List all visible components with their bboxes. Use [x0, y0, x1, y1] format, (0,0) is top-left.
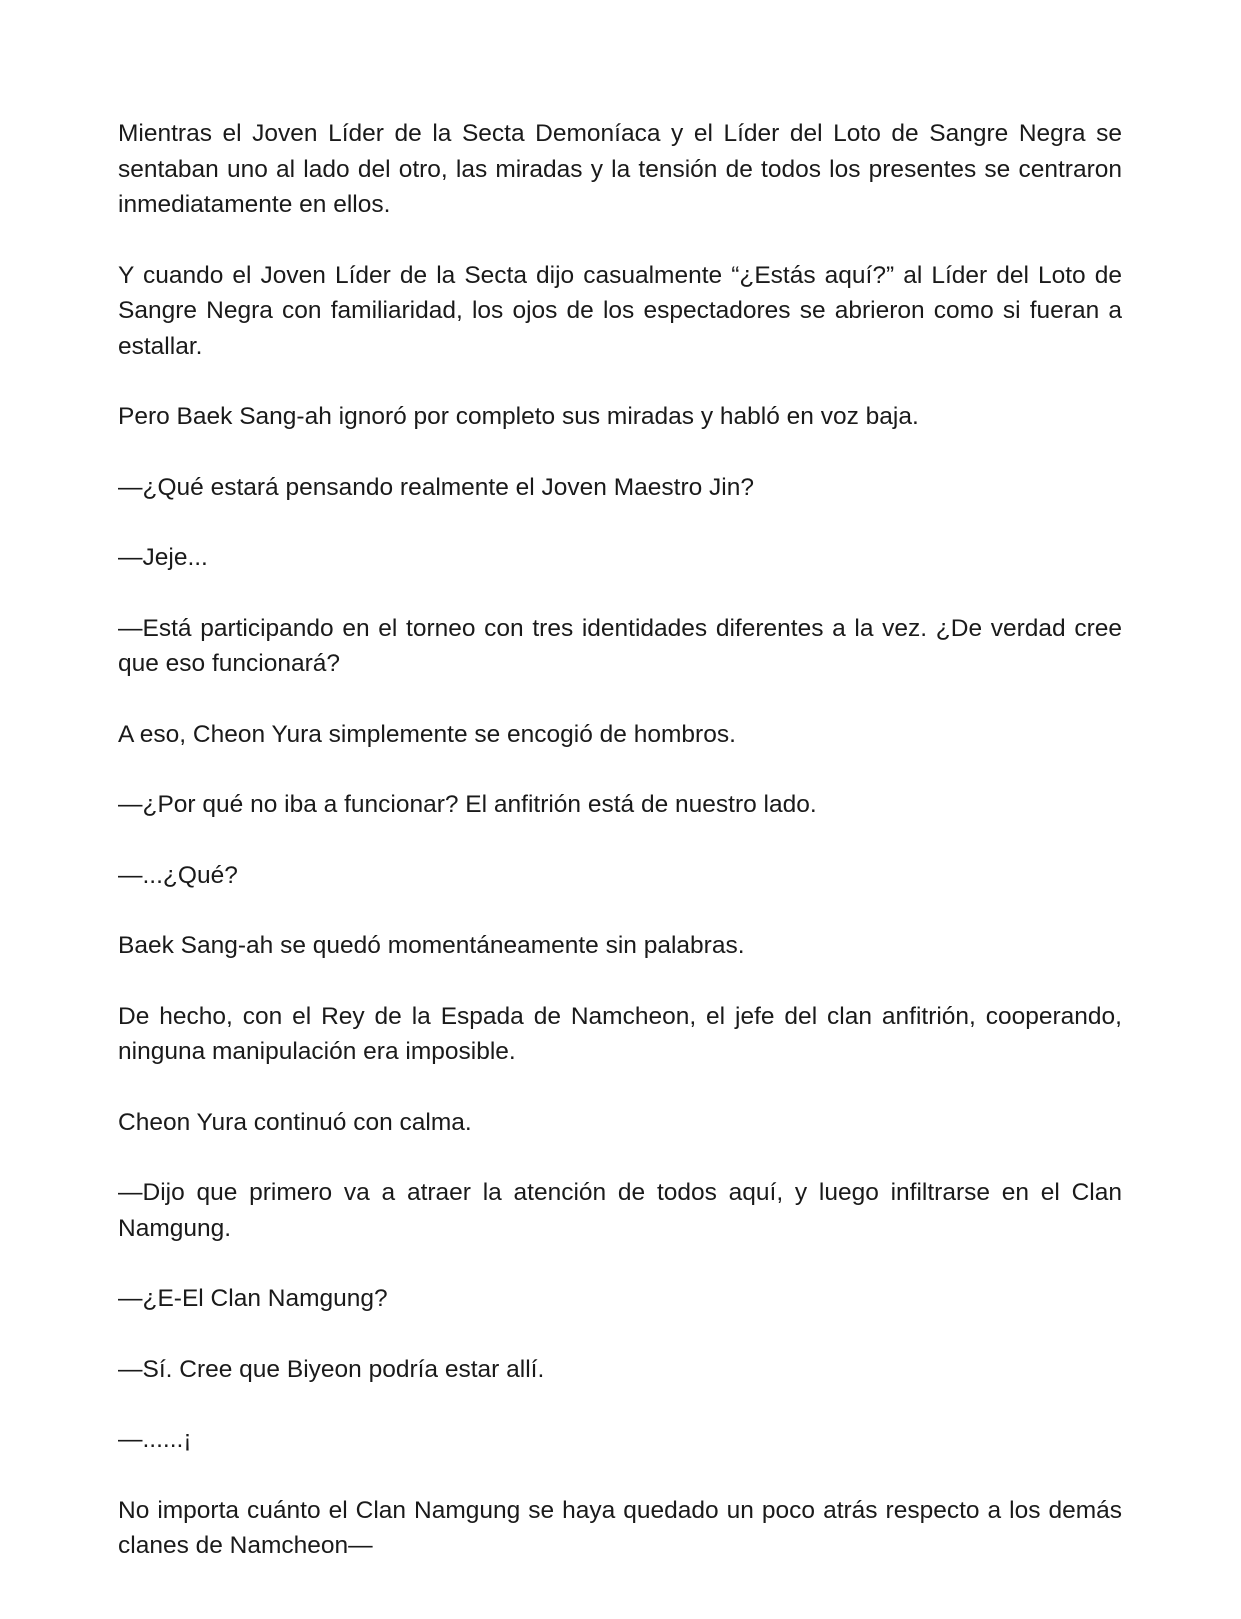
paragraph-6: De hecho, con el Rey de la Espada de Namcheon, el jefe del clan anfitrión, cooperando, ninguna manipulación era imposible.	[118, 1002, 1122, 1065]
paragraph-5: Baek Sang-ah se quedó momentáneamente sin palabras.	[118, 932, 745, 959]
dialogue-line-6: —Dijo que primero va a atraer la atención de todos aquí, y luego infiltrarse en el Clan Namgung.	[118, 1179, 1122, 1242]
dialogue-line-3: —Está participando en el torneo con tres identidades diferentes a la vez. ¿De verdad cree que eso funcionará?	[118, 614, 1122, 677]
paragraph-2: Y cuando el Joven Líder de la Secta dijo casualmente “¿Estás aquí?” al Líder del Loto de Sangre Negra con familiaridad, los ojos de los espectadores se abrieron como si fueran a estallar.	[118, 261, 1122, 360]
dialogue-line-1: —¿Qué estará pensando realmente el Joven Maestro Jin?	[118, 473, 754, 501]
paragraph-7: Cheon Yura continuó con calma.	[118, 1108, 472, 1136]
dialogue-line-8: —Sí. Cree que Biyeon podría estar allí.	[118, 1355, 545, 1383]
dialogue-line-9: —......¡	[118, 1426, 192, 1453]
dialogue-line-2: —Jeje...	[118, 544, 208, 571]
dialogue-line-7: —¿E-El Clan Namgung?	[118, 1285, 388, 1312]
document-page	[118, 116, 1122, 1599]
paragraph-4: A eso, Cheon Yura simplemente se encogió de hombros.	[118, 720, 736, 748]
paragraph-1: Mientras el Joven Líder de la Secta Demoníaca y el Líder del Loto de Sangre Negra se sentaban uno al lado del otro, las miradas y la tensión de todos los presentes se centraron inmediatamente en ellos.	[118, 120, 1122, 218]
paragraph-8: No importa cuánto el Clan Namgung se haya quedado un poco atrás respecto a los demás clanes de Namcheon—	[118, 1496, 1122, 1559]
paragraph-3: Pero Baek Sang-ah ignoró por completo sus miradas y habló en voz baja.	[118, 403, 919, 430]
dialogue-line-4: —¿Por qué no iba a funcionar? El anfitrión está de nuestro lado.	[118, 791, 817, 818]
dialogue-line-5: —...¿Qué?	[118, 861, 238, 889]
